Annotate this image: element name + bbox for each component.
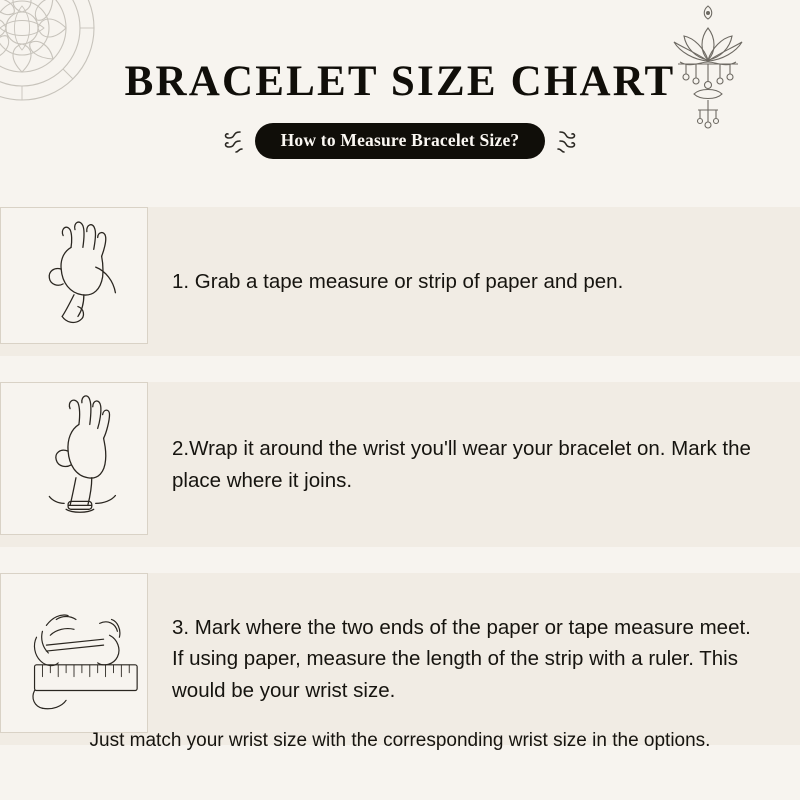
flourish-ornament-left [219,128,245,154]
step-text: 1. Grab a tape measure or strip of paper and pen. [172,269,624,293]
hand-wrapping-wrist-icon [0,382,148,535]
flourish-ornament-right [555,128,581,154]
step-text: 3. Mark where the two ends of the paper or tape measure meet. If using paper, measure the length of the strip with a ruler. This would be your wrist size. [172,616,751,702]
list-item [0,573,800,745]
hands-measuring-strip-with-ruler-icon [0,573,148,733]
step-text: 2.Wrap it around the wrist you'll wear your bracelet on. Mark the place where it joins. [172,437,751,492]
subtitle-pill: How to Measure Bracelet Size? [255,123,546,159]
hand-holding-tape-measure-icon [0,207,148,344]
list-item [0,382,800,547]
steps-list [0,207,800,771]
subtitle-row [0,123,800,159]
footer-note: Just match your wrist size with the corresponding wrist size in the options. [89,730,711,751]
page-title: BRACELET SIZE CHART [124,58,676,105]
list-item [0,207,800,356]
